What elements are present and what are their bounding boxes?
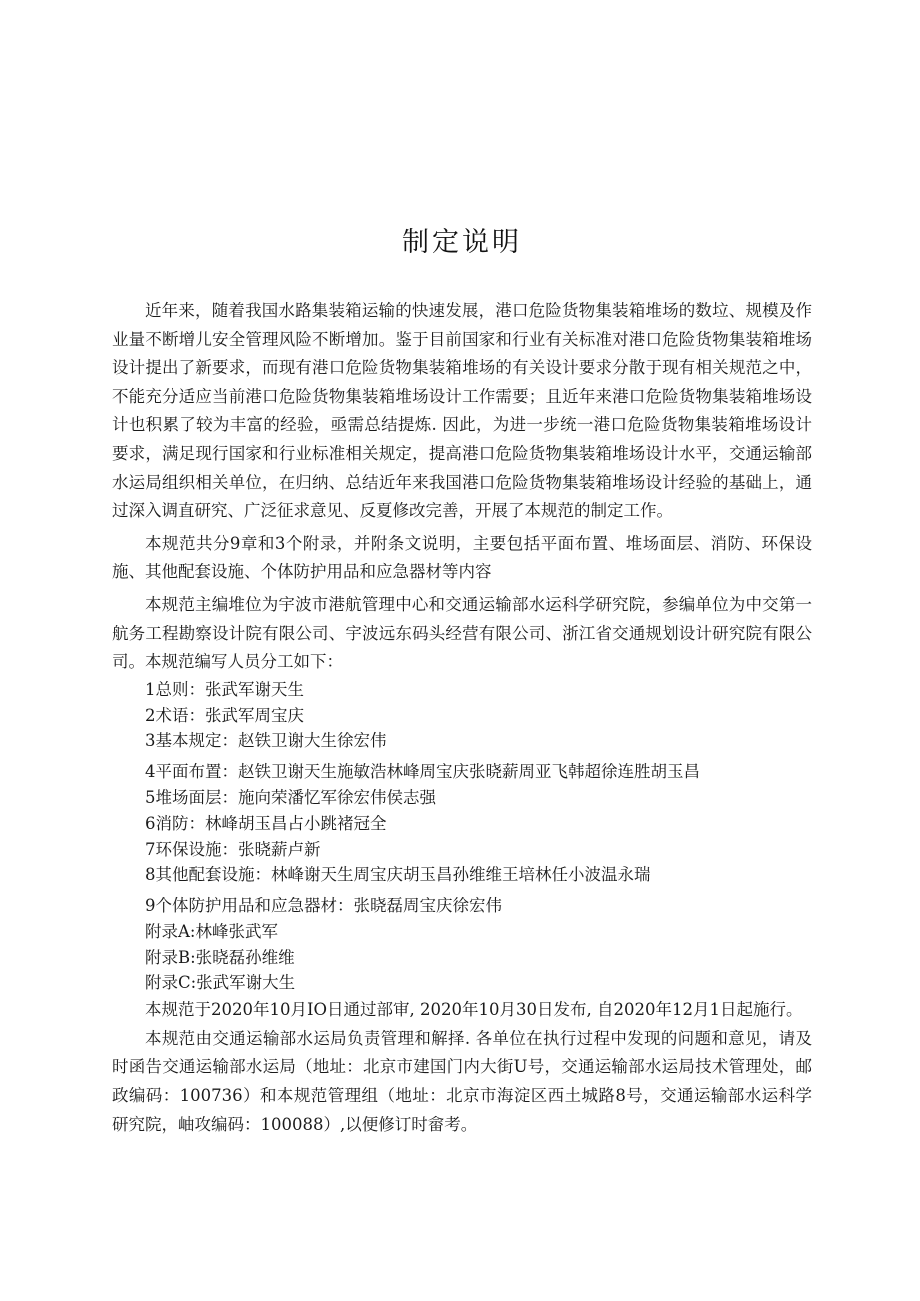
list-item: 附录A:林峰张武军 [145, 921, 278, 941]
list-item: 5堆场面层：施向荣潘忆军徐宏伟侯志强 [145, 787, 436, 807]
list-item: 9个体防护用品和应急器材：张晓磊周宝庆徐宏伟 [145, 896, 502, 916]
list-item: 4平面布置：赵铁卫谢天生施敏浩林峰周宝庆张晓薪周亚飞韩超徐连胜胡玉昌 [145, 762, 700, 782]
intro-paragraph: 近年来，随着我国水路集装箱运输的快速发展，港口危险货物集装箱堆场的数垃、规模及作业量不断增儿安全管理风险不断增加。鉴于目前国家和行业有关标准对港口危险货物集装箱堆场设计提出了新要求，而现有港口危险货物集装箱堆场的有关设计要求分散于现有相关规范之中，不能充分适应当前港口危险货物集装箱堆场设计工作需要；且近年来港口危险货物集装箱堆场设计也积累了较为丰富的经验，亟需总结提炼. 因此，为进一步统一港口危险货物集装箱堆场设计要求，满足现行国家和行业标准相关规定，提高港口危险货物集装箱堆场设计水平，交通运输部水运局组织相关单位，在归纳、总结近年来我国港口危险货物集装箱堆场设计经验的基础上，通过深入调直研究、广泛征求意见、反夏修改完善，开展了本规范的制定工作。 [112, 301, 812, 521]
document-page [112, 220, 812, 1143]
page-title: 制定说明 [402, 227, 522, 258]
list-item: 8其他配套设施：林峰谢天生周宝庆胡玉昌孙维维王培林任小波温永瑞 [145, 865, 651, 885]
list-item: 7环保设施：张晓薪卢新 [145, 839, 321, 859]
list-item: 附录B:张晓磊孙维维 [145, 947, 295, 967]
list-item: 3基本规定：赵铁卫谢大生徐宏伟 [145, 731, 387, 751]
assignment-list [112, 677, 812, 997]
list-item: 2术语：张武军周宝庆 [145, 705, 304, 725]
list-item: 附录C:张武军谢大生 [145, 973, 296, 993]
list-item: 6消防：林峰胡玉昌占小跳褚冠全 [145, 813, 387, 833]
effective-date-paragraph: 本规范于2020年10月IO日通过部审, 2020年10月30日发布, 自2020年12月1日起施行。 [145, 1000, 803, 1020]
list-item: 1总则：张武军谢天生 [145, 679, 304, 699]
management-paragraph: 本规范由交通运输部水运局负责管理和解择. 各单位在执行过程中发现的问题和意见，请及时函告交通运输部水运局（地址：北京市建国门内大街U号，交通运输部水运局技术管理处，邮政编码：100736）和本规范管理组（地址：北京市海淀区西土城路8号，交通运输部水运科学研究院，岫攻编码：100088）,以便修订时畲考。 [112, 1028, 812, 1134]
scope-paragraph: 本规范共分9章和3个附录，并附条文说明，主要包括平面布置、堆场面层、消防、环保设施、其他配套设施、个体防护用品和应急器材等内容 [112, 533, 812, 582]
editors-paragraph: 本规范主编堆位为宇波市港航管理中心和交通运输部水运科学研究院，参编单位为中交第一航务工程勘察设计院有限公司、宇波远东码头经营有限公司、浙江省交通规划设计研究院有限公司。本规范编写人员分工如下： [112, 594, 812, 672]
